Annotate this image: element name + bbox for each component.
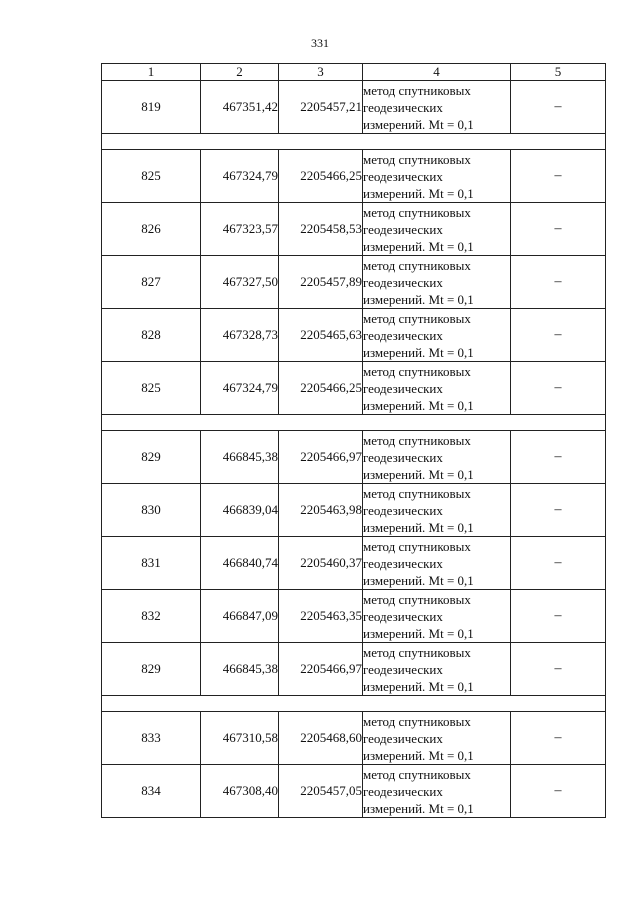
group-separator-cell: [102, 134, 606, 150]
y-coordinate-cell: 2205466,97: [279, 431, 363, 484]
method-line: метод спутниковых: [363, 766, 471, 782]
method-cell: [363, 484, 511, 537]
method-line: метод спутниковых: [363, 310, 471, 326]
method-line: метод спутниковых: [363, 257, 471, 273]
table-row: [102, 309, 606, 362]
method-cell: [363, 643, 511, 696]
method-line: измерений. Mt = 0,1: [363, 625, 474, 641]
point-number-cell: 819: [102, 81, 201, 134]
method-cell: [363, 765, 511, 818]
method-line: измерений. Mt = 0,1: [363, 185, 474, 201]
point-number-cell: 830: [102, 484, 201, 537]
method-cell: [363, 590, 511, 643]
x-coordinate-cell: 466845,38: [201, 643, 279, 696]
point-number-cell: 829: [102, 643, 201, 696]
group-separator-cell: [102, 415, 606, 431]
method-line: геодезических: [363, 327, 443, 343]
method-line: геодезических: [363, 608, 443, 624]
method-line: измерений. Mt = 0,1: [363, 397, 474, 413]
table-row: [102, 362, 606, 415]
x-coordinate-cell: 467351,42: [201, 81, 279, 134]
table-row: [102, 590, 606, 643]
method-line: геодезических: [363, 661, 443, 677]
y-coordinate-cell: 2205457,05: [279, 765, 363, 818]
table-row: [102, 431, 606, 484]
y-coordinate-cell: 2205466,25: [279, 150, 363, 203]
method-cell: [363, 150, 511, 203]
method-cell: [363, 309, 511, 362]
x-coordinate-cell: 466845,38: [201, 431, 279, 484]
method-line: измерений. Mt = 0,1: [363, 747, 474, 763]
point-number-cell: 834: [102, 765, 201, 818]
group-separator-row: [102, 696, 606, 712]
method-line: метод спутниковых: [363, 82, 471, 98]
header-col-3: 3: [279, 64, 363, 81]
method-line: измерений. Mt = 0,1: [363, 800, 474, 816]
table-row: [102, 150, 606, 203]
method-line: метод спутниковых: [363, 713, 471, 729]
note-cell: –: [511, 203, 606, 256]
method-line: метод спутниковых: [363, 485, 471, 501]
x-coordinate-cell: 467323,57: [201, 203, 279, 256]
point-number-cell: 829: [102, 431, 201, 484]
note-cell: –: [511, 309, 606, 362]
point-number-cell: 826: [102, 203, 201, 256]
y-coordinate-cell: 2205460,37: [279, 537, 363, 590]
method-cell: [363, 712, 511, 765]
x-coordinate-cell: 466839,04: [201, 484, 279, 537]
note-cell: –: [511, 150, 606, 203]
table-row: [102, 81, 606, 134]
method-line: метод спутниковых: [363, 151, 471, 167]
table-body: [102, 81, 606, 818]
y-coordinate-cell: 2205457,89: [279, 256, 363, 309]
point-number-cell: 832: [102, 590, 201, 643]
point-number-cell: 827: [102, 256, 201, 309]
table-row: [102, 643, 606, 696]
table-row: [102, 537, 606, 590]
note-cell: –: [511, 431, 606, 484]
method-line: метод спутниковых: [363, 363, 471, 379]
method-line: измерений. Mt = 0,1: [363, 344, 474, 360]
method-line: измерений. Mt = 0,1: [363, 519, 474, 535]
header-col-1: 1: [102, 64, 201, 81]
y-coordinate-cell: 2205466,97: [279, 643, 363, 696]
y-coordinate-cell: 2205463,98: [279, 484, 363, 537]
page-number: 331: [311, 36, 329, 50]
x-coordinate-cell: 467324,79: [201, 150, 279, 203]
x-coordinate-cell: 467308,40: [201, 765, 279, 818]
method-line: геодезических: [363, 274, 443, 290]
y-coordinate-cell: 2205466,25: [279, 362, 363, 415]
header-col-4: 4: [363, 64, 511, 81]
method-line: геодезических: [363, 99, 443, 115]
method-line: измерений. Mt = 0,1: [363, 678, 474, 694]
x-coordinate-cell: 467328,73: [201, 309, 279, 362]
group-separator-cell: [102, 696, 606, 712]
method-line: геодезических: [363, 730, 443, 746]
header-col-2: 2: [201, 64, 279, 81]
y-coordinate-cell: 2205458,53: [279, 203, 363, 256]
method-line: метод спутниковых: [363, 591, 471, 607]
method-cell: [363, 203, 511, 256]
x-coordinate-cell: 467327,50: [201, 256, 279, 309]
method-line: метод спутниковых: [363, 204, 471, 220]
point-number-cell: 828: [102, 309, 201, 362]
table-row: [102, 203, 606, 256]
method-line: геодезических: [363, 168, 443, 184]
table-row: [102, 712, 606, 765]
header-col-5: 5: [511, 64, 606, 81]
method-line: геодезических: [363, 449, 443, 465]
point-number-cell: 825: [102, 362, 201, 415]
method-cell: [363, 362, 511, 415]
method-line: метод спутниковых: [363, 432, 471, 448]
table-row: [102, 765, 606, 818]
method-line: метод спутниковых: [363, 644, 471, 660]
method-line: метод спутниковых: [363, 538, 471, 554]
header-row: [102, 64, 606, 81]
method-cell: [363, 537, 511, 590]
method-cell: [363, 256, 511, 309]
method-line: измерений. Mt = 0,1: [363, 291, 474, 307]
method-cell: [363, 81, 511, 134]
method-line: измерений. Mt = 0,1: [363, 116, 474, 132]
table-row: [102, 256, 606, 309]
note-cell: –: [511, 643, 606, 696]
method-line: измерений. Mt = 0,1: [363, 466, 474, 482]
method-line: геодезических: [363, 221, 443, 237]
note-cell: –: [511, 590, 606, 643]
method-line: геодезических: [363, 380, 443, 396]
point-number-cell: 833: [102, 712, 201, 765]
note-cell: –: [511, 81, 606, 134]
method-line: геодезических: [363, 783, 443, 799]
method-cell: [363, 431, 511, 484]
x-coordinate-cell: 466840,74: [201, 537, 279, 590]
note-cell: –: [511, 765, 606, 818]
method-line: измерений. Mt = 0,1: [363, 572, 474, 588]
group-separator-row: [102, 415, 606, 431]
note-cell: –: [511, 362, 606, 415]
coordinates-table: [101, 63, 606, 818]
y-coordinate-cell: 2205457,21: [279, 81, 363, 134]
group-separator-row: [102, 134, 606, 150]
note-cell: –: [511, 537, 606, 590]
y-coordinate-cell: 2205463,35: [279, 590, 363, 643]
note-cell: –: [511, 484, 606, 537]
note-cell: –: [511, 712, 606, 765]
y-coordinate-cell: 2205465,63: [279, 309, 363, 362]
note-cell: –: [511, 256, 606, 309]
x-coordinate-cell: 466847,09: [201, 590, 279, 643]
y-coordinate-cell: 2205468,60: [279, 712, 363, 765]
x-coordinate-cell: 467310,58: [201, 712, 279, 765]
point-number-cell: 825: [102, 150, 201, 203]
point-number-cell: 831: [102, 537, 201, 590]
method-line: геодезических: [363, 555, 443, 571]
method-line: геодезических: [363, 502, 443, 518]
x-coordinate-cell: 467324,79: [201, 362, 279, 415]
table-row: [102, 484, 606, 537]
method-line: измерений. Mt = 0,1: [363, 238, 474, 254]
